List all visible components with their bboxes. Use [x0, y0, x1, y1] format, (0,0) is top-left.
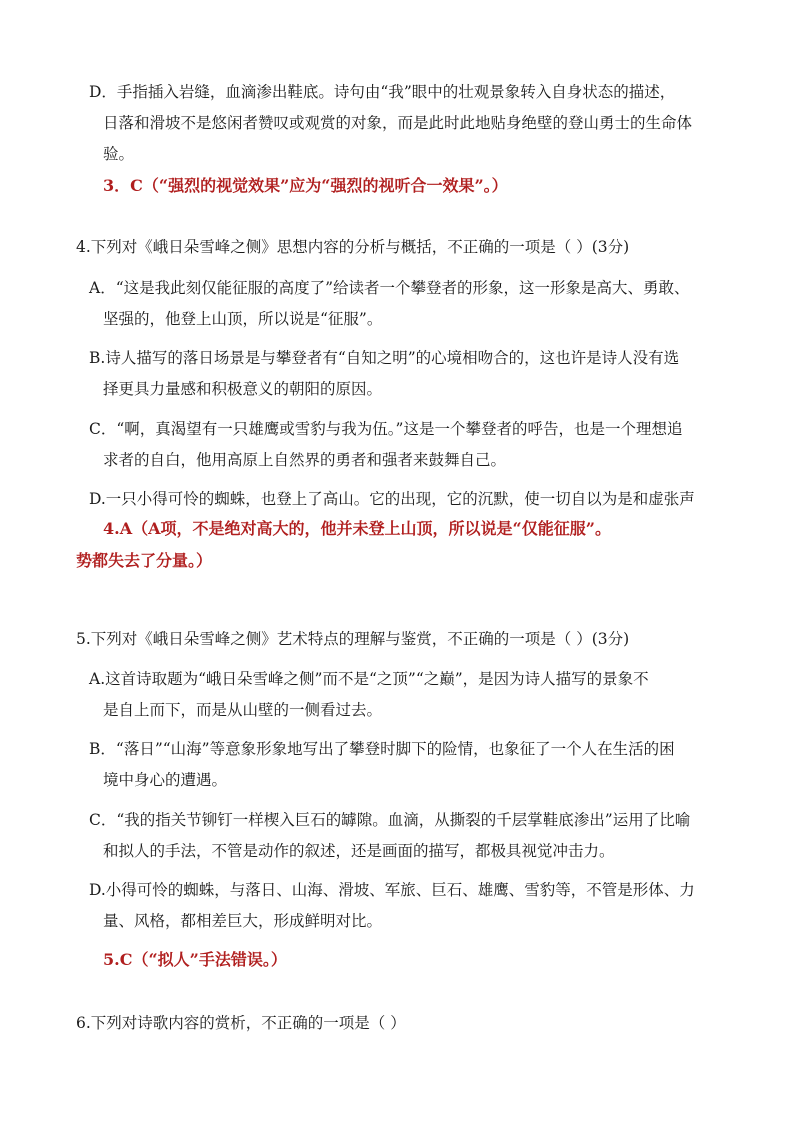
q6-stem: 6.下列对诗歌内容的赏析，不正确的一项是（ ）	[76, 1014, 406, 1032]
q5-option-d-line1: D.小得可怜的蜘蛛，与落日、山海、滑坡、军旅、巨石、雄鹰、雪豹等，不管是形体、力	[89, 881, 695, 899]
q4-answer-line2: 势都失去了分量。）	[76, 551, 213, 570]
q4-answer-line1: 4.A（A项，不是绝对高大的，他并未登上山顶，所以说是“仅能征服”。	[103, 519, 611, 538]
q5-option-b-line1: B．“落日”“山海”等意象形象地写出了攀登时脚下的险情，也象征了一个人在生活的困	[89, 740, 675, 758]
q3-option-d-line2: 日落和滑坡不是悠闲者赞叹或观赏的对象，而是此时此地贴身绝壁的登山勇士的生命体	[103, 114, 693, 132]
q4-option-b-line1: B.诗人描写的落日场景是与攀登者有“自知之明”的心境相吻合的，这也许是诗人没有选	[89, 349, 680, 367]
q4-option-b-line2: 择更具力量感和积极意义的朝阳的原因。	[103, 380, 383, 398]
q3-option-d-line1: D．手指插入岩缝，血滴渗出鞋底。诗句由“我”眼中的壮观景象转入自身状态的描述，	[89, 83, 676, 101]
q4-option-c-line1: C．“啊，真渴望有一只雄鹰或雪豹与我为伍。”这是一个攀登者的呼告，也是一个理想追	[89, 420, 683, 438]
q4-stem: 4.下列对《峨日朵雪峰之侧》思想内容的分析与概括，不正确的一项是（ ）(3分)	[76, 238, 630, 256]
q5-stem: 5.下列对《峨日朵雪峰之侧》艺术特点的理解与鉴赏，不正确的一项是（ ）(3分)	[76, 630, 630, 648]
q5-answer: 5.C（“拟人”手法错误。）	[103, 950, 287, 969]
q5-option-d-line2: 量、风格，都相差巨大，形成鲜明对比。	[103, 912, 383, 930]
q3-option-d-line3: 验。	[103, 145, 135, 163]
q4-option-d-line1: D.一只小得可怜的蜘蛛，也登上了高山。它的出现，它的沉默，使一切自以为是和虚张声	[89, 490, 695, 508]
q4-option-a-line1: A．“这是我此刻仅能征服的高度了”给读者一个攀登者的形象，这一形象是高大、勇敢、	[89, 279, 690, 297]
q4-option-c-line2: 求者的自白，他用高原上自然界的勇者和强者来鼓舞自己。	[103, 451, 507, 469]
q5-option-a-line1: A.这首诗取题为“峨日朵雪峰之侧”而不是“之顶”“之巅”，是因为诗人描写的景象不	[89, 670, 649, 688]
q4-option-a-line2: 坚强的，他登上山顶，所以说是“征服”。	[103, 310, 383, 328]
q5-option-b-line2: 境中身心的遭遇。	[103, 771, 228, 789]
q5-option-c-line1: C．“我的指关节铆钉一样楔入巨石的罅隙。血滴，从撕裂的千层掌鞋底渗出”运用了比喻	[89, 811, 691, 829]
q5-option-c-line2: 和拟人的手法，不管是动作的叙述，还是画面的描写，都极具视觉冲击力。	[103, 842, 615, 860]
q3-answer: 3．C（“强烈的视觉效果”应为“强烈的视听合一效果”。）	[103, 176, 508, 195]
q5-option-a-line2: 是自上而下，而是从山壁的一侧看过去。	[103, 701, 383, 719]
